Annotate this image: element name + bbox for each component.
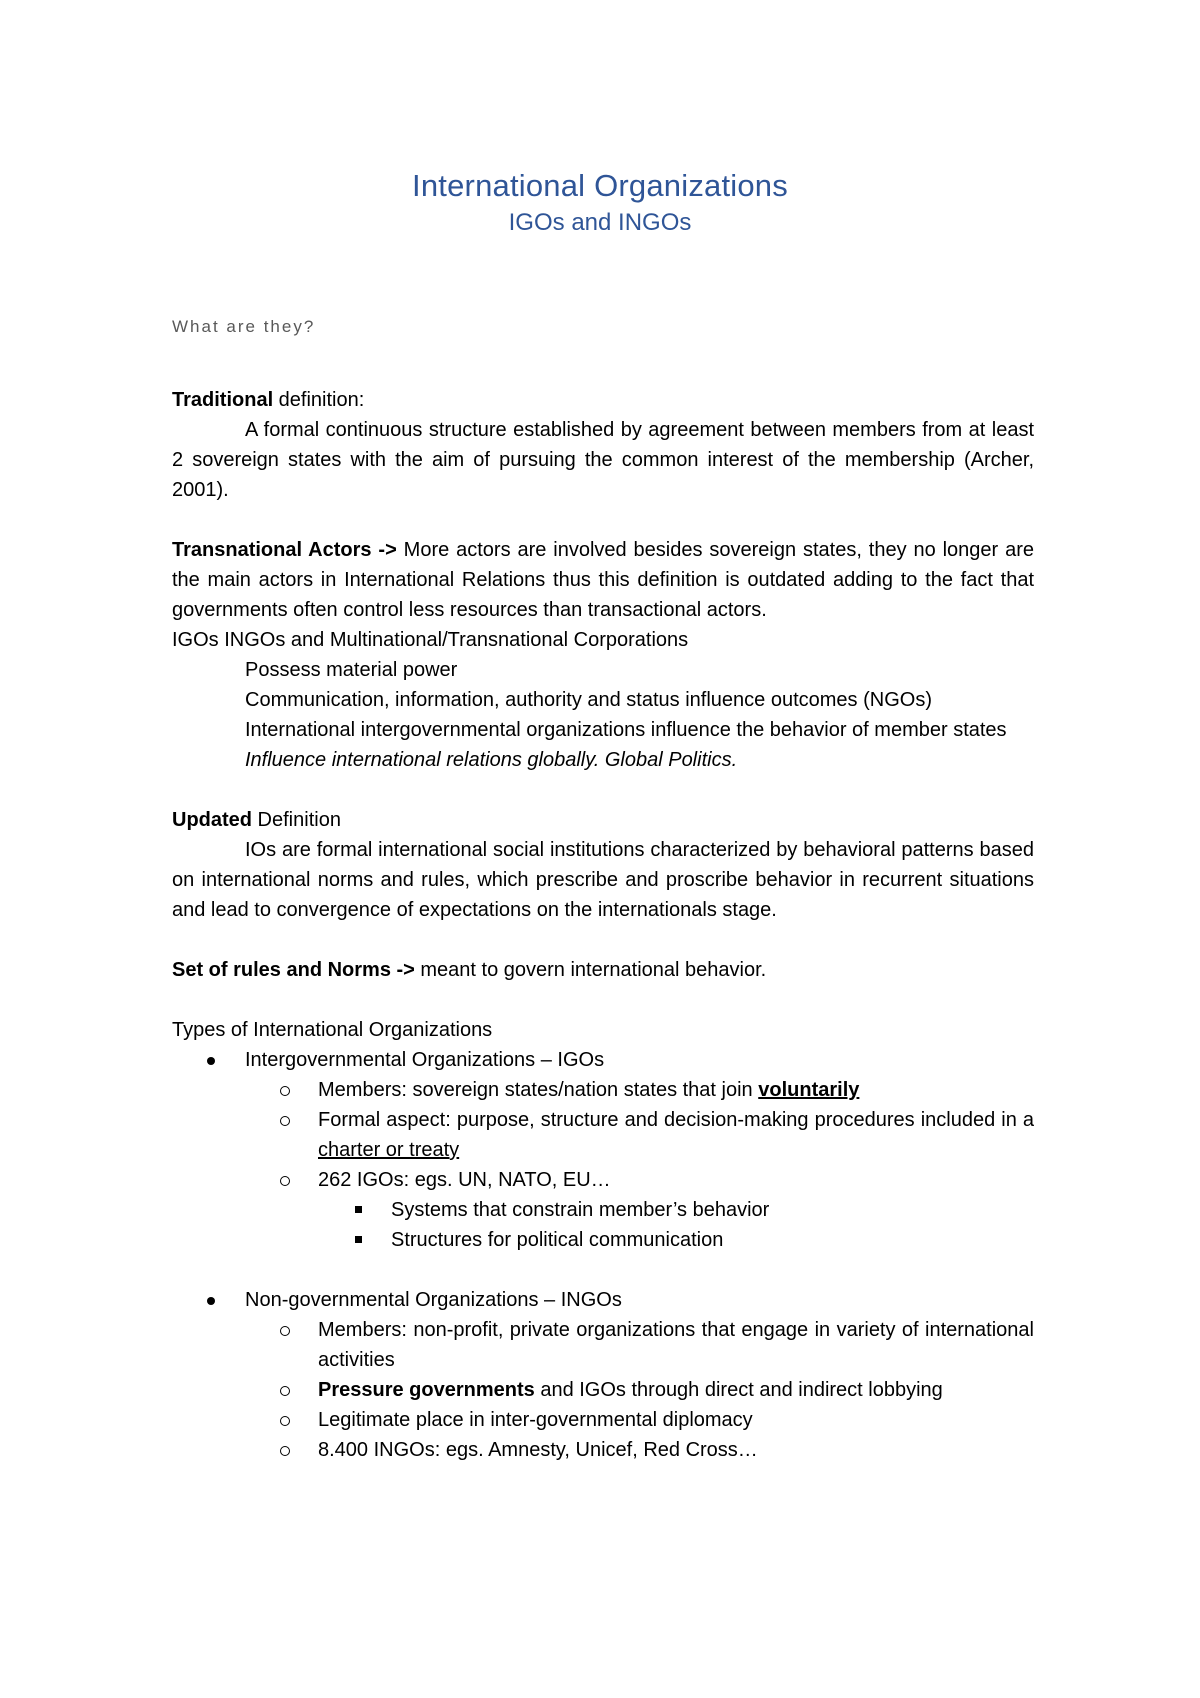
spacer xyxy=(172,505,1034,535)
updated-heading-bold: Updated xyxy=(172,809,252,831)
igo-sub1-text: Systems that constrain member’s behavior xyxy=(391,1199,770,1221)
updated-definition: IOs are formal international social institutions characterized by behavioral patterns based on international norms and rules, which prescribe and proscribe behavior in recurrent situations and lead to convergence of expectations on the internationals stage. xyxy=(172,839,1034,921)
updated-heading-rest: Definition xyxy=(252,809,341,831)
global-politics-line xyxy=(172,745,1034,775)
list-item-igo-count xyxy=(172,1165,1034,1195)
spacer xyxy=(172,925,1034,955)
document-body xyxy=(172,385,1034,1465)
ingo-pressure-rest: and IGOs through direct and indirect lobbying xyxy=(534,1379,943,1401)
ingo-pressure-bold: Pressure governments xyxy=(318,1379,535,1401)
bullet-circle-icon xyxy=(280,1416,290,1426)
list-item-igo xyxy=(172,1045,1034,1075)
updated-heading xyxy=(172,805,1034,835)
rules-line xyxy=(172,955,1034,985)
traditional-heading-rest: definition: xyxy=(273,389,365,411)
traditional-definition: A formal continuous structure established by agreement between members from at least 2 sovereign states with the aim of pursuing the common interest of the membership (Archer, 2001). xyxy=(172,419,1034,501)
traditional-heading-bold: Traditional xyxy=(172,389,274,411)
bullet-disc-icon xyxy=(207,1297,215,1305)
ingo-legit-text: Legitimate place in inter-governmental diplomacy xyxy=(318,1409,753,1431)
list-item-ingo-members xyxy=(172,1315,1034,1375)
material-power-point: Possess material power xyxy=(245,659,458,681)
igo-formal-underlined: charter or treaty xyxy=(318,1139,460,1161)
document-title: International Organizations xyxy=(412,168,788,203)
bullet-square-icon xyxy=(355,1236,362,1243)
list-item-ingo-count xyxy=(172,1435,1034,1465)
bullet-square-icon xyxy=(355,1206,362,1213)
transnational-paragraph xyxy=(172,535,1034,625)
igo-label: Intergovernmental Organizations – IGOs xyxy=(245,1049,605,1071)
spacer xyxy=(172,985,1034,1015)
intergovernmental-influence-point: International intergovernmental organizations influence the behavior of member states xyxy=(245,719,1007,741)
bullet-circle-icon xyxy=(280,1446,290,1456)
bullet-circle-icon xyxy=(280,1326,290,1336)
list-item-igo-members xyxy=(172,1075,1034,1105)
rules-rest: meant to govern international behavior. xyxy=(414,959,767,981)
global-politics-italic: Influence international relations globally. Global Politics. xyxy=(245,749,738,771)
bullet-circle-icon xyxy=(280,1086,290,1096)
igo-members-text: Members: sovereign states/nation states that join xyxy=(318,1079,759,1101)
list-item-igo-sub2 xyxy=(172,1225,1034,1255)
igo-ingo-line: IGOs INGOs and Multinational/Transnational Corporations xyxy=(172,629,689,651)
document-subtitle: IGOs and INGOs xyxy=(508,209,692,236)
ingo-count-text: 8.400 INGOs: egs. Amnesty, Unicef, Red Cross… xyxy=(318,1439,758,1461)
igo-count-text: 262 IGOs: egs. UN, NATO, EU… xyxy=(318,1169,611,1191)
transnational-bold: Transnational Actors -> xyxy=(172,539,397,561)
communication-point: Communication, information, authority and status influence outcomes (NGOs) xyxy=(245,689,932,711)
list-item-ingo-pressure xyxy=(172,1375,1034,1405)
transnational-body: More actors are involved besides sovereign states, they no longer are the main actors in International Relations thus this definition is outdated adding to the fact that governments often control less resources than transactional actors. xyxy=(172,539,1034,621)
list-item-igo-formal xyxy=(172,1105,1034,1165)
bullet-circle-icon xyxy=(280,1176,290,1186)
section-question: What are they? xyxy=(172,317,316,336)
rules-bold: Set of rules and Norms -> xyxy=(172,959,415,981)
ingo-label: Non-governmental Organizations – INGOs xyxy=(245,1289,622,1311)
list-item-igo-sub1 xyxy=(172,1195,1034,1225)
bullet-circle-icon xyxy=(280,1386,290,1396)
bullet-disc-icon xyxy=(207,1057,215,1065)
igo-formal-text: Formal aspect: purpose, structure and decision-making procedures included in a xyxy=(318,1109,1034,1131)
igo-members-underlined: voluntarily xyxy=(758,1079,860,1101)
list-item-ingo-legit xyxy=(172,1405,1034,1435)
list-item-ingo xyxy=(172,1285,1034,1315)
types-heading: Types of International Organizations xyxy=(172,1019,493,1041)
igo-sub2-text: Structures for political communication xyxy=(391,1229,724,1251)
bullet-circle-icon xyxy=(280,1116,290,1126)
spacer xyxy=(172,1255,1034,1285)
ingo-members-text: Members: non-profit, private organizations that engage in variety of international activities xyxy=(318,1319,1034,1371)
traditional-heading xyxy=(172,385,1034,415)
spacer xyxy=(172,775,1034,805)
